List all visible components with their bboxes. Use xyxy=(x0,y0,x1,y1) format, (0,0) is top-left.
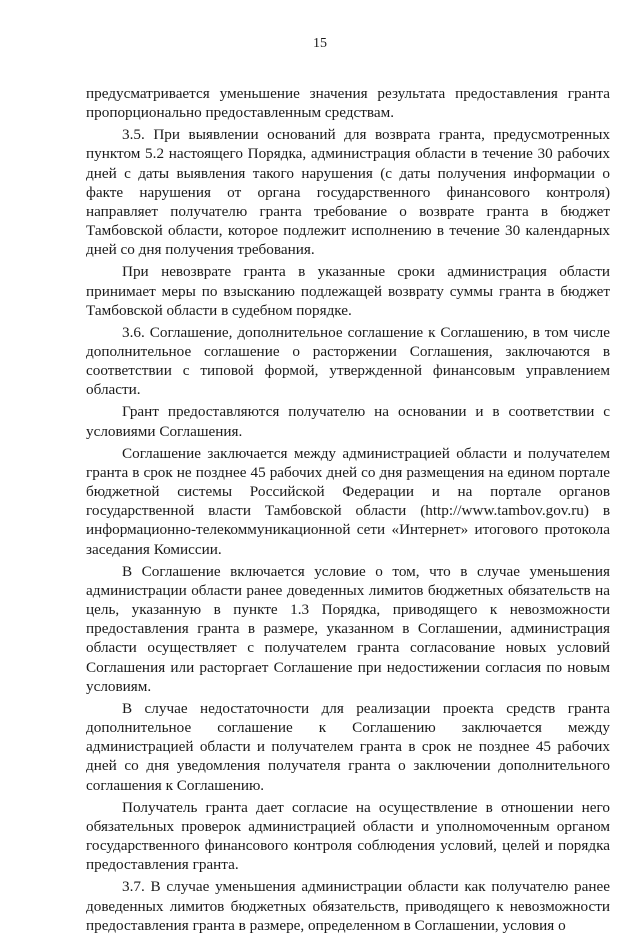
paragraph-3-5: 3.5. При выявлении оснований для возврата гранта, предусмотренных пунктом 5.2 настоящего Порядка, администрация области в течение 30 рабочих дней с даты выявления такого нарушения (с даты получения информации о факте нарушения от органа государственного финансового контроля) направляет получателю гранта требование о возврате гранта в бюджет Тамбовской области, которое подлежит исполнению в течение 30 календарных дней со дня получения требования. xyxy=(86,126,610,259)
paragraph-agreement-term: Соглашение заключается между администрацией области и получателем гранта в срок не позднее 45 рабочих дней со дня размещения на едином портале бюджетной системы Российской Федерации и на портале органов государственной власти Тамбовской области (http://www.tambov.gov.ru) в информационно-телекоммуникационной сети «Интернет» итогового протокола заседания Комиссии. xyxy=(86,444,610,558)
paragraph-insufficiency: В случае недостаточности для реализации проекта средств гранта дополнительное соглашение к Соглашению заключается между администрацией области и получателем гранта в срок не позднее 45 рабочих дней со дня уведомления получателя гранта о заключении дополнительного соглашения к Соглашению. xyxy=(86,699,610,794)
paragraph-agreement-condition: В Соглашение включается условие о том, что в случае уменьшения администрации области ранее доведенных лимитов бюджетных обязательств на цель, указанную в пункте 1.3 Порядка, приводящего к невозможности предоставления гранта в размере, указанном в Соглашении, администрация области осуществляет с получателем гранта согласование новых условий Соглашения или расторгает Соглашение при недостижении согласия по новым условиям. xyxy=(86,562,610,695)
paragraph-grant-basis: Грант предоставляются получателю на основании и в соответствии с условиями Соглашения. xyxy=(86,403,610,440)
paragraph-3-7: 3.7. В случае уменьшения администрации области как получателю ранее доведенных лимитов бюджетных обязательств, приводящего к невозможности предоставления гранта в размере, определенном в Соглашении, условия о xyxy=(86,878,610,934)
paragraph-3-6: 3.6. Соглашение, дополнительное соглашение к Соглашению, в том числе дополнительное соглашение о расторжении Соглашения, заключаются в соответствии с типовой формой, утвержденной финансовым управлением области. xyxy=(86,323,610,399)
paragraph-continuation: предусматривается уменьшение значения результата предоставления гранта пропорционально предоставленным средствам. xyxy=(86,85,610,122)
paragraph-consent: Получатель гранта дает согласие на осуществление в отношении него обязательных проверок администрацией области и уполномоченным органом государственного финансового контроля соблюдения условий, целей и порядка предоставления гранта. xyxy=(86,798,610,874)
document-body xyxy=(86,84,610,938)
page-number: 15 xyxy=(313,36,327,51)
paragraph-non-return: При невозврате гранта в указанные сроки администрация области принимает меры по взысканию подлежащей возврату суммы гранта в бюджет Тамбовской области в судебном порядке. xyxy=(86,263,610,319)
